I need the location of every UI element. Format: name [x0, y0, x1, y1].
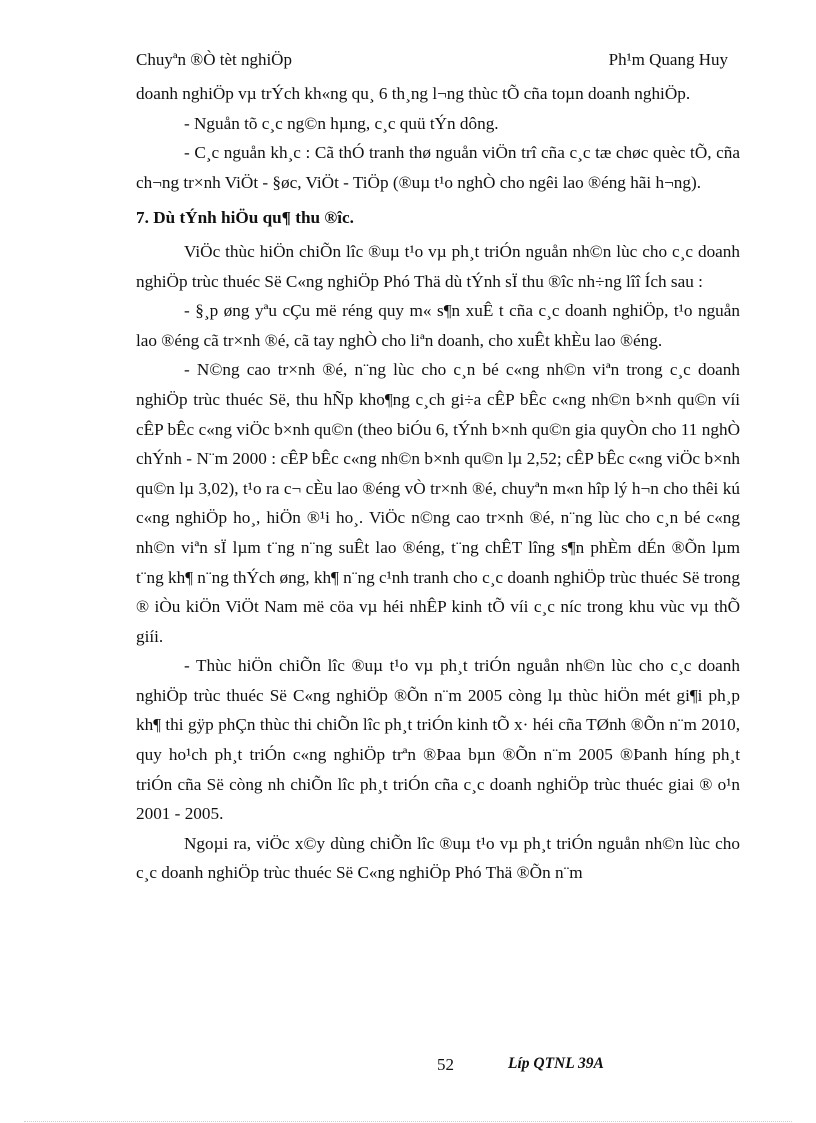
page-bottom-divider [24, 1121, 792, 1122]
paragraph: doanh nghiÖp vµ trÝch kh«ng qu¸ 6 th¸ng l¬ng thùc tÕ cña toµn doanh nghiÖp. [136, 84, 691, 103]
paragraph: - Thùc hiÖn chiÕn lîc ®uµ t¹o vµ ph¸t triÓn nguån nh©n lùc cho c¸c doanh nghiÖp trùc thuéc Së C«ng nghiÖp ®Õn n¨m 2005 còng lµ thùc hiÖn mét gi¶i ph¸p kh¶ thi gÿp phÇn thùc thi chiÕn lîc ph¸t triÓn kinh tÕ x· héi cña TØnh ®Õn n¨m 2010, quy ho¹ch ph¸t triÓn c«ng nghiÖp trªn ®Þaa bµn ®Õn n¨m 2005 ®Þanh híng ph¸t triÓn cña Së còng nh chiÕn lîc ph¸t triÓn cña c¸c doanh nghiÖp trùc thuéc giai ® o¹n 2001 - 2005. [136, 656, 740, 824]
paragraph: ViÖc thùc hiÖn chiÕn lîc ®uµ t¹o vµ ph¸t triÓn nguån nh©n lùc cho c¸c doanh nghiÖp trùc thuéc Së C«ng nghiÖp Phó Thä dù tÝnh sÏ thu ®îc nh÷ng lîî Ích sau : [136, 241, 740, 291]
paragraph: - N©ng cao tr×nh ®é, n¨ng lùc cho c¸n bé c«ng nh©n viªn trong c¸c doanh nghiÖp trùc thuéc Së, thu hÑp kho¶ng c¸ch gi÷a cÊP bÊc c«ng nh©n b×nh qu©n víi cÊP bÊc c«ng viÖc b×nh qu©n (theo biÓu 6, tÝnh b×nh qu©n gia quyÒn cho 11 nghÒ chÝnh - N¨m 2000 : cÊP bÊc c«ng nh©n b×nh qu©n lµ 2,52; cÊP bÊc c«ng viÖc b×nh qu©n lµ 3,02), t¹o ra c¬ cÈu lao ®éng vÒ tr×nh ®é, chuyªn m«n hîp lý h¬n cho thêi kú c«ng nghiÖp ho¸, hiÖn ®¹i ho¸. ViÖc n©ng cao tr×nh ®é, n¨ng lùc cho c¸n bé c«ng nh©n viªn sÏ lµm t¨ng n¨ng suÊt lao ®éng, t¨ng chÊT lîng s¶n phÈm dÉn ®Õn lµm t¨ng kh¶ n¨ng thÝch øng, kh¶ n¨ng c¹nh tranh cho c¸c doanh nghiÖp trùc thuéc Së trong ® iÒu kiÖn ViÖt Nam më cöa vµ héi nhÊP kinh tÕ víi c¸c níc trong khu vùc vµ thÕ giíi. [136, 360, 740, 646]
paragraph: Ngoµi ra, viÖc x©y dùng chiÕn lîc ®uµ t¹o vµ ph¸t triÓn nguån nh©n lùc cho c¸c doanh nghiÖp trùc thuéc Së C«ng nghiÖp Phó Thä ®Õn n¨m [136, 833, 740, 883]
page-number: 52 [437, 1055, 454, 1074]
page-header [136, 50, 740, 74]
footer-class-name: Líp QTNL 39A [508, 1055, 604, 1072]
section-heading: 7. Dù tÝnh hiÖu qu¶ thu ®îc. [136, 208, 354, 228]
paragraph: - §¸p øng yªu cÇu më réng quy m« s¶n xuÊ t cña c¸c doanh nghiÖp, t¹o nguån lao ®éng cã tr×nh ®é, cã tay nghÒ cho liªn doanh, cho xuÊt khÈu lao ®éng. [136, 301, 740, 350]
paragraph: - C¸c nguån kh¸c : Cã thÓ tranh thø nguån viÖn trî cña c¸c tæ chøc quèc tÕ, cña ch¬ng tr×nh ViÖt - §øc, ViÖt - TiÖp (®uµ t¹o nghÒ cho ngêi lao ®éng hãi h¬ng). [136, 143, 740, 192]
page-footer [0, 1055, 816, 1079]
paragraph: - Nguån tõ c¸c ng©n hµng, c¸c quü tÝn dông. [184, 113, 499, 133]
header-author: Ph¹m Quang Huy [608, 50, 728, 69]
body-text [136, 79, 740, 888]
header-title: Chuyªn ®Ò tèt nghiÖp [136, 50, 292, 69]
